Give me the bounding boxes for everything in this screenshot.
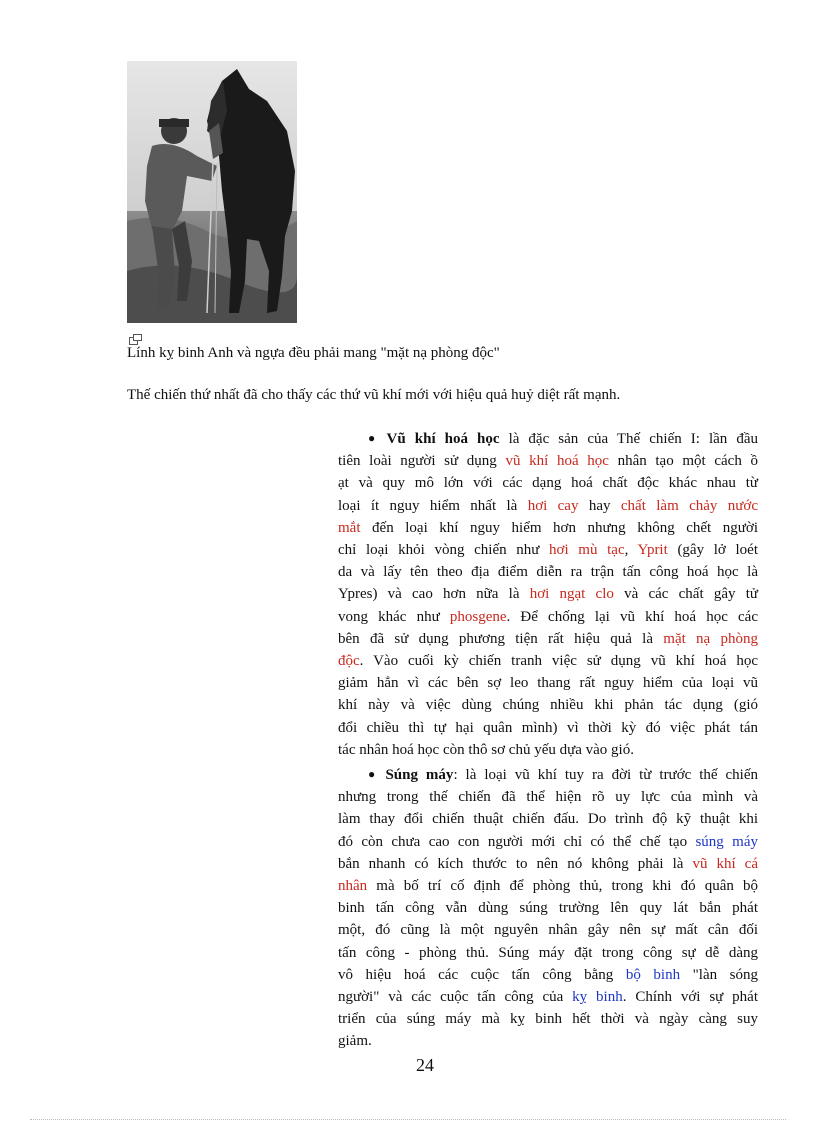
body-text: triển của súng máy mà kỵ binh hết thời và ngày càng suy: [338, 1011, 758, 1028]
paragraph-line: [338, 472, 758, 494]
paragraph-line: [338, 561, 758, 583]
body-text: da và lấy tên theo địa điểm diễn ra trận tấn công hoá học là: [338, 564, 758, 581]
body-text: hay: [578, 497, 621, 514]
paragraph-line: [338, 1008, 758, 1030]
hyperlink-text[interactable]: súng máy: [695, 833, 758, 850]
body-text: khí này và việc dùng chúng nhiều khi phản tác dụng (gió: [338, 697, 758, 714]
body-text: tiên loài người sử dụng: [338, 453, 506, 470]
hyperlink-text[interactable]: vũ khí hoá học: [505, 453, 609, 470]
body-text: ,: [624, 542, 638, 559]
paragraph-line: [338, 831, 758, 853]
paragraph-line: [338, 986, 758, 1008]
paragraph-line: [338, 694, 758, 716]
paragraph-line: [338, 672, 758, 694]
body-text: . Để chống lại vũ khí hoá học các: [506, 608, 758, 625]
hyperlink-text[interactable]: nhân: [338, 878, 368, 895]
body-text: mà bố trí cố định để phòng thủ, trong khi đó quân bộ: [367, 878, 758, 895]
hyperlink-text[interactable]: mặt nạ phòng: [663, 630, 758, 647]
paragraph-line: [338, 650, 758, 672]
body-text: ạt và quy mô lớn với các dạng hoá chất độc khác nhau từ: [338, 475, 758, 492]
paragraph-line: [338, 764, 758, 786]
body-text: vong khác như: [338, 608, 450, 625]
bullet-chemical-weapons: [338, 428, 758, 761]
paragraph-line: [338, 450, 758, 472]
paragraph-line: [338, 583, 758, 605]
body-text: . Vào cuối kỳ chiến tranh việc sử dụng vũ khí hoá học: [359, 653, 758, 670]
hyperlink-text[interactable]: hơi ngạt clo: [529, 586, 614, 603]
paragraph-line: [338, 628, 758, 650]
body-text: vô hiệu hoá các cuộc tấn công bằng: [338, 966, 626, 983]
hyperlink-text[interactable]: phosgene: [449, 608, 507, 625]
body-text: : là loại vũ khí tuy ra đời từ trước thế chiến: [453, 767, 758, 783]
hyperlink-text[interactable]: hơi cay: [527, 497, 579, 514]
paragraph-line: [338, 495, 758, 517]
hyperlink-text[interactable]: hơi mù tạc: [549, 542, 625, 559]
body-text: và các chất gây tử: [613, 586, 758, 603]
bullet-icon: ●: [368, 431, 381, 445]
body-text: đó còn chưa cao con người mới chỉ có thể chế tạo: [338, 833, 696, 850]
bullet-heading: Vũ khí hoá học: [386, 431, 500, 447]
bullet-heading: Súng máy: [385, 767, 454, 783]
hyperlink-text[interactable]: kỵ binh: [572, 989, 623, 1006]
image-anchor-icon: [129, 332, 142, 343]
body-text: binh tấn công vẫn dùng súng trường lên quy lát bắn phát: [338, 900, 758, 917]
paragraph-line: [338, 875, 758, 897]
photo-cavalry-gas-mask: [127, 61, 297, 323]
body-text: bắn nhanh có kích thước to nên nó không phải là: [338, 855, 693, 872]
body-text: Ypres) và cao hơn nữa là: [338, 586, 530, 603]
body-text: nhân tạo một cách ồ: [608, 453, 758, 470]
body-text: người" và các cuộc tấn công của: [338, 989, 573, 1006]
paragraph-line: [338, 1030, 758, 1052]
figure-caption: Lính kỵ binh Anh và ngựa đều phải mang "mặt nạ phòng độc": [127, 345, 500, 361]
paragraph-line: [338, 942, 758, 964]
intro-paragraph: Thế chiến thứ nhất đã cho thấy các thứ vũ khí mới với hiệu quả huỷ diệt rất mạnh.: [127, 387, 621, 403]
body-text: nhưng trong thế chiến đã thể hiện rõ uy lực của mình và: [338, 789, 758, 806]
bullet-icon: ●: [368, 767, 380, 781]
paragraph-line: [338, 606, 758, 628]
body-text: một, đó cũng là một nguyên nhân gây nên sự mất cân đối: [338, 922, 758, 939]
body-text: là đặc sản của Thế chiến I: lần đầu: [499, 431, 758, 447]
paragraph-line: [338, 919, 758, 941]
paragraph-line: [338, 786, 758, 808]
page-bottom-rule: [30, 1119, 786, 1120]
hyperlink-text[interactable]: độc: [338, 653, 360, 670]
body-text: tác nhân hoá học còn thô sơ chủ yếu dựa vào gió.: [338, 741, 634, 758]
paragraph-line: [338, 897, 758, 919]
hyperlink-text[interactable]: Yprit: [637, 542, 668, 559]
body-text: đổi chiều thì tự hại quân mình) vì thời kỳ đó việc phát tán: [338, 719, 758, 736]
body-text: bên đã sử dụng phương tiện rất hiệu quả là: [338, 630, 664, 647]
paragraph-line: [338, 539, 758, 561]
paragraph-line: [338, 428, 758, 450]
body-text: tấn công - phòng thủ. Súng máy đặt trong công sự dễ dàng: [338, 944, 758, 961]
paragraph-line: [338, 517, 758, 539]
body-text: giảm hẳn vì các bên sợ leo thang rất nguy hiểm của loại vũ: [338, 675, 758, 692]
paragraph-line: [338, 964, 758, 986]
body-text: (gây lở loét: [667, 542, 758, 559]
body-text: . Chính với sự phát: [622, 989, 758, 1006]
paragraph-line: [338, 739, 758, 761]
body-text: đến loại khí nguy hiểm hơn nhưng không chết người: [360, 519, 758, 536]
paragraph-line: [338, 853, 758, 875]
paragraph-line: [338, 717, 758, 739]
hyperlink-text[interactable]: mắt: [338, 519, 361, 536]
body-text: chỉ loại khỏi vòng chiến như: [338, 542, 550, 559]
body-text: giảm.: [338, 1033, 372, 1050]
hyperlink-text[interactable]: chất làm chảy nước: [620, 497, 759, 514]
body-text: làm thay đổi chiến thuật chiến đấu. Do trình độ kỹ thuật khi: [338, 811, 758, 828]
bullet-machine-gun: [338, 764, 758, 1053]
body-text: "làn sóng: [680, 966, 758, 983]
hyperlink-text[interactable]: vũ khí cá: [692, 855, 758, 872]
paragraph-line: [338, 808, 758, 830]
body-text: loại ít nguy hiểm nhất là: [338, 497, 528, 514]
page-number: 24: [416, 1055, 434, 1075]
hyperlink-text[interactable]: bộ binh: [625, 966, 681, 983]
